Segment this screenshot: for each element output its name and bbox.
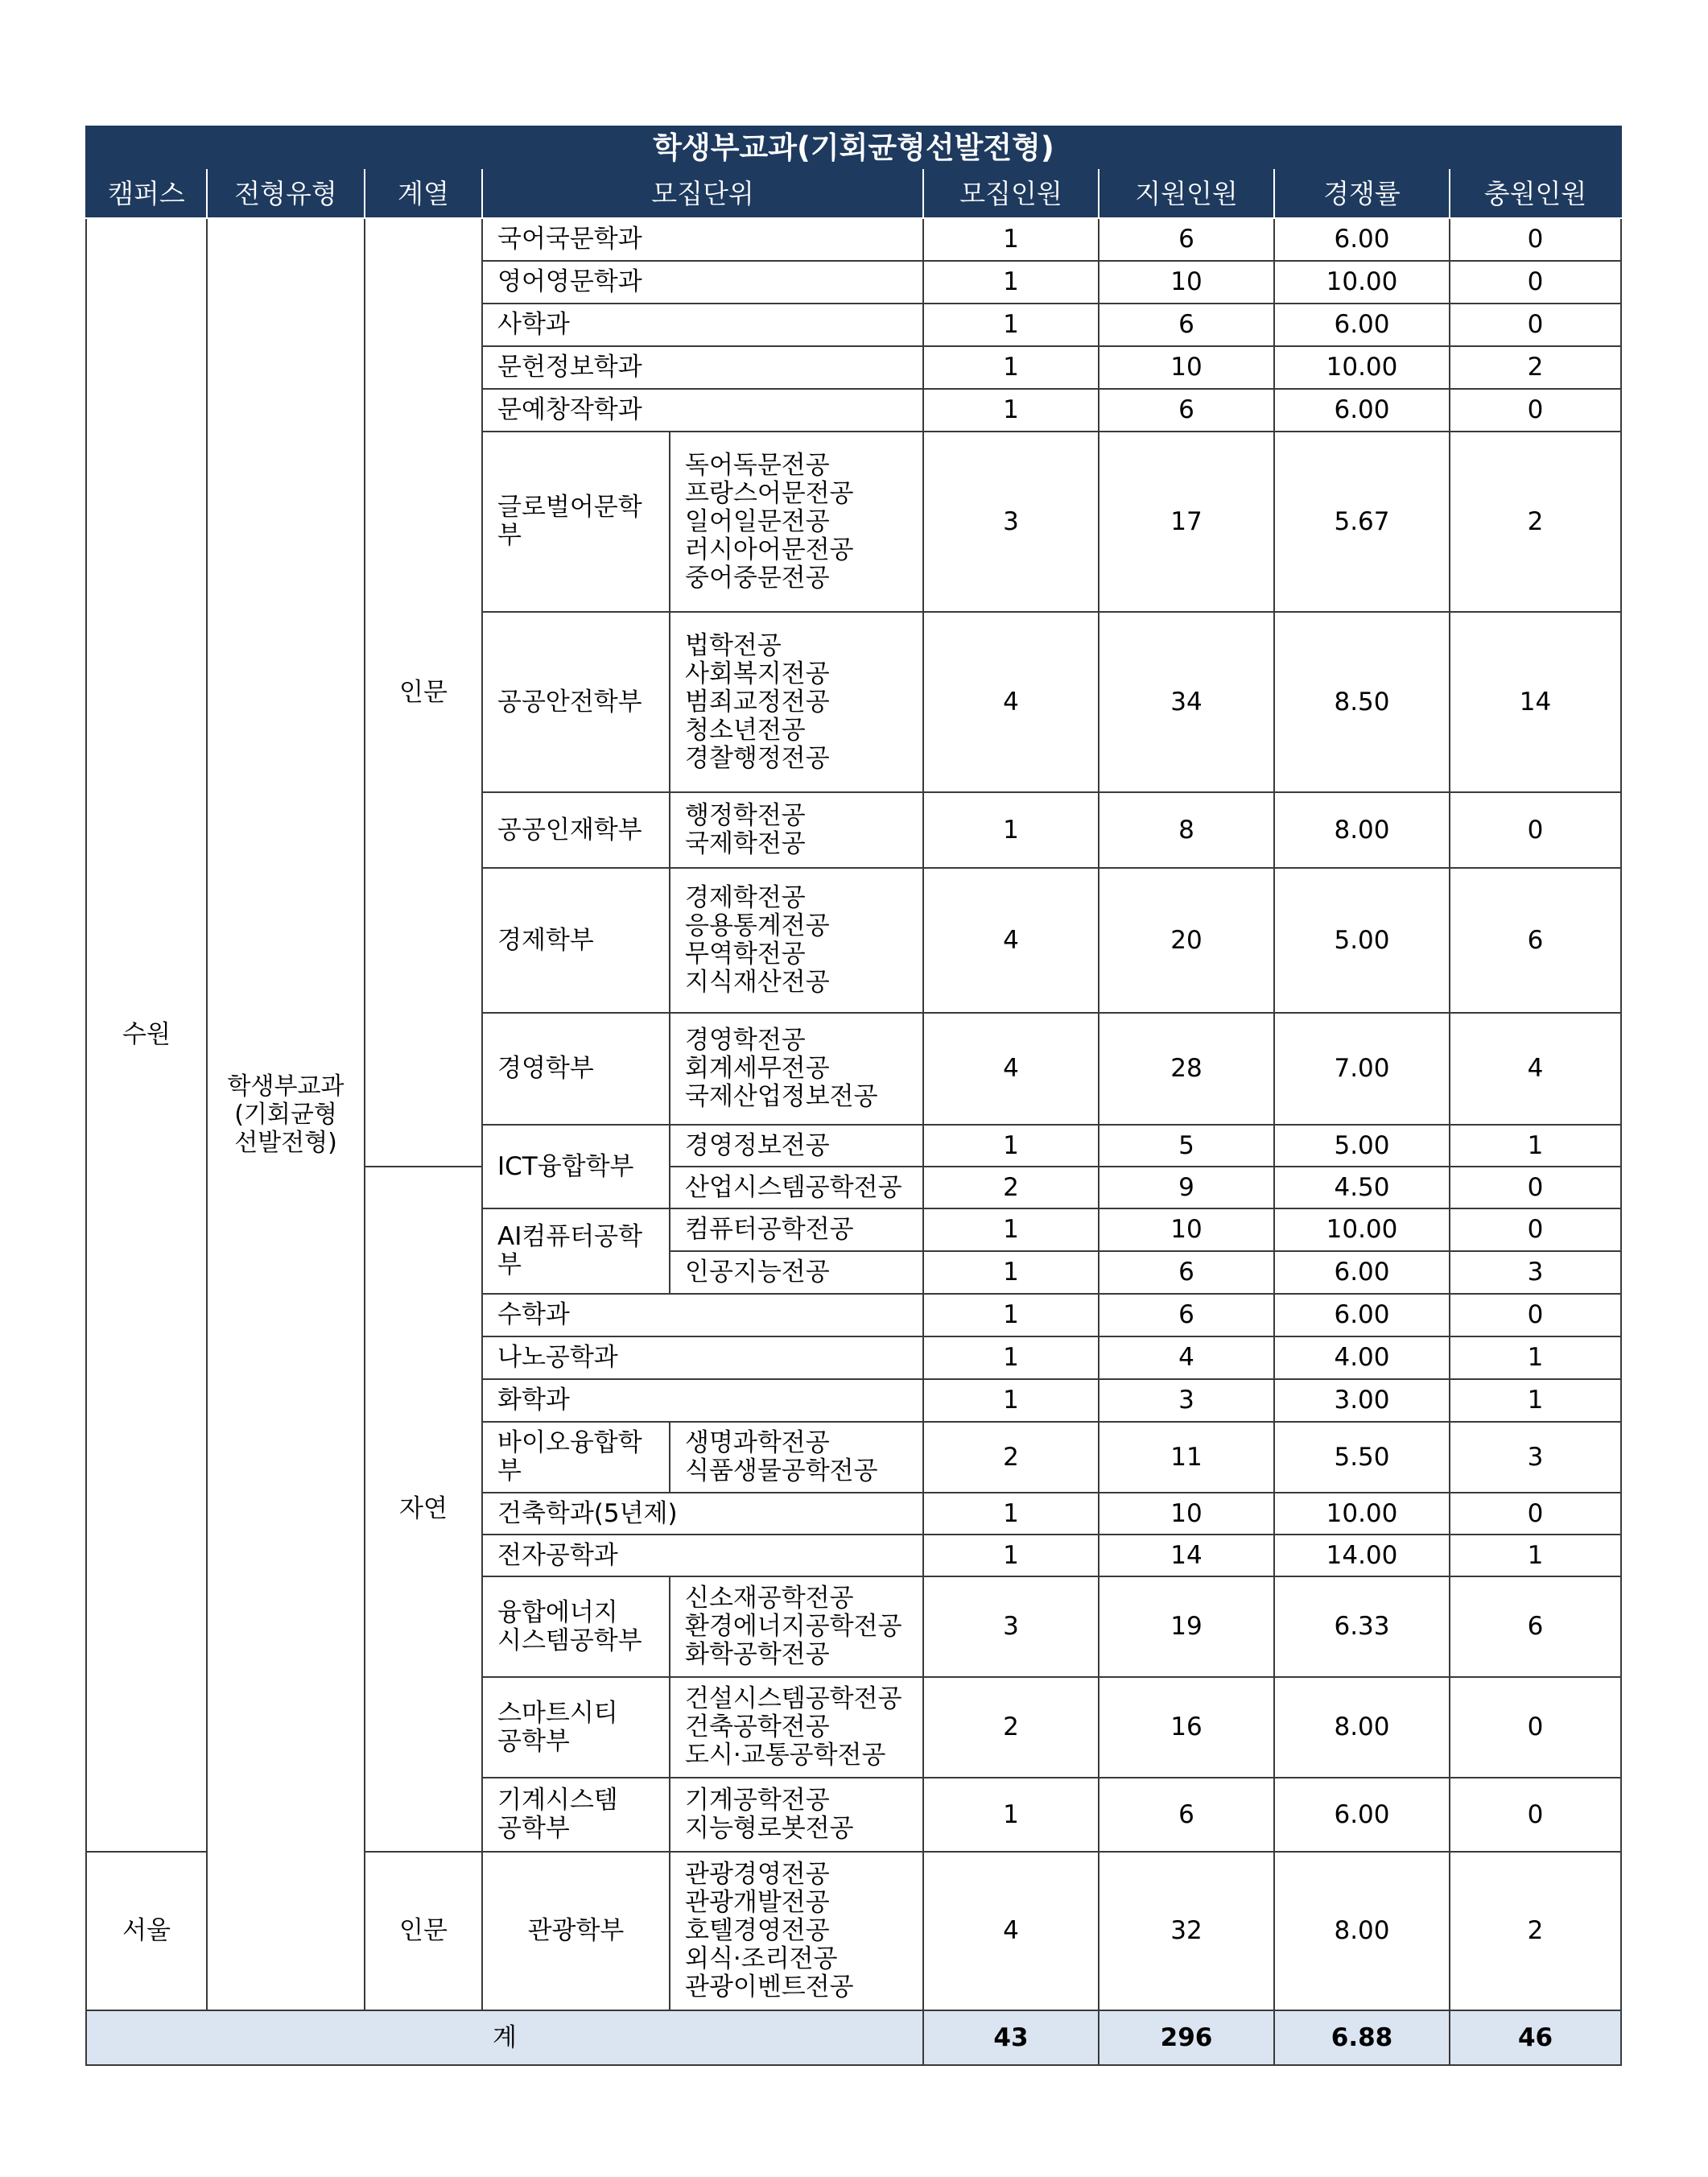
campus-cell: 수원 — [86, 218, 207, 1852]
unit-cell: 건축학과(5년제) — [482, 1493, 923, 1535]
recruit-cell: 1 — [923, 346, 1099, 389]
rate-cell: 7.00 — [1274, 1013, 1450, 1125]
header-campus: 캠퍼스 — [86, 168, 207, 218]
campus-cell: 서울 — [86, 1852, 207, 2010]
recruit-cell: 4 — [923, 868, 1099, 1013]
major-cell: 신소재공학전공 환경에너지공학전공 화학공학전공 — [670, 1576, 923, 1677]
total-label: 계 — [86, 2010, 923, 2065]
rate-cell: 10.00 — [1274, 261, 1450, 304]
major-cell: 행정학전공 국제학전공 — [670, 792, 923, 868]
applicants-cell: 6 — [1099, 389, 1274, 432]
recruit-cell: 1 — [923, 792, 1099, 868]
rate-cell: 5.67 — [1274, 432, 1450, 612]
unit-cell: 전자공학과 — [482, 1535, 923, 1576]
additional-cell: 14 — [1450, 612, 1621, 792]
recruit-cell: 1 — [923, 1294, 1099, 1336]
recruit-cell: 1 — [923, 304, 1099, 346]
unit-cell: 바이오융합학부 — [482, 1422, 670, 1493]
unit-cell: 공공인재학부 — [482, 792, 670, 868]
applicants-cell: 3 — [1099, 1379, 1274, 1422]
recruit-cell: 2 — [923, 1422, 1099, 1493]
unit-cell: 문헌정보학과 — [482, 346, 923, 389]
unit-cell: 국어국문학과 — [482, 218, 923, 261]
additional-cell: 0 — [1450, 1208, 1621, 1251]
unit-cell: 화학과 — [482, 1379, 923, 1422]
unit-cell: 나노공학과 — [482, 1336, 923, 1379]
recruit-cell: 1 — [923, 1379, 1099, 1422]
additional-cell: 0 — [1450, 1167, 1621, 1208]
additional-cell: 0 — [1450, 1778, 1621, 1852]
recruit-cell: 1 — [923, 1251, 1099, 1294]
major-cell: 기계공학전공 지능형로봇전공 — [670, 1778, 923, 1852]
additional-cell: 6 — [1450, 1576, 1621, 1677]
rate-cell: 10.00 — [1274, 346, 1450, 389]
applicants-cell: 17 — [1099, 432, 1274, 612]
rate-cell: 4.50 — [1274, 1167, 1450, 1208]
major-cell: 컴퓨터공학전공 — [670, 1208, 923, 1251]
table-title: 학생부교과(기회균형선발전형) — [86, 126, 1621, 168]
table-row — [86, 218, 1621, 261]
unit-cell: 기계시스템 공학부 — [482, 1778, 670, 1852]
recruit-cell: 4 — [923, 1013, 1099, 1125]
applicants-cell: 6 — [1099, 1294, 1274, 1336]
header-unit: 모집단위 — [482, 168, 923, 218]
rate-cell: 6.00 — [1274, 218, 1450, 261]
unit-cell: 융합에너지 시스템공학부 — [482, 1576, 670, 1677]
applicants-cell: 10 — [1099, 261, 1274, 304]
applicants-cell: 14 — [1099, 1535, 1274, 1576]
applicants-cell: 5 — [1099, 1125, 1274, 1167]
recruit-cell: 2 — [923, 1167, 1099, 1208]
rate-cell: 8.00 — [1274, 1852, 1450, 2010]
applicants-cell: 6 — [1099, 304, 1274, 346]
rate-cell: 6.00 — [1274, 304, 1450, 346]
unit-cell: 글로벌어문학부 — [482, 432, 670, 612]
recruit-cell: 1 — [923, 261, 1099, 304]
unit-cell: 공공안전학부 — [482, 612, 670, 792]
applicants-cell: 6 — [1099, 1778, 1274, 1852]
applicants-cell: 11 — [1099, 1422, 1274, 1493]
additional-cell: 0 — [1450, 389, 1621, 432]
recruit-cell: 1 — [923, 1778, 1099, 1852]
additional-cell: 4 — [1450, 1013, 1621, 1125]
total-applicants: 296 — [1099, 2010, 1274, 2065]
header-admission-type: 전형유형 — [207, 168, 365, 218]
additional-cell: 2 — [1450, 1852, 1621, 2010]
additional-cell: 1 — [1450, 1125, 1621, 1167]
additional-cell: 3 — [1450, 1251, 1621, 1294]
major-cell: 관광경영전공 관광개발전공 호텔경영전공 외식·조리전공 관광이벤트전공 — [670, 1852, 923, 2010]
additional-cell: 1 — [1450, 1379, 1621, 1422]
recruit-cell: 1 — [923, 1535, 1099, 1576]
rate-cell: 14.00 — [1274, 1535, 1450, 1576]
applicants-cell: 28 — [1099, 1013, 1274, 1125]
major-cell: 인공지능전공 — [670, 1251, 923, 1294]
applicants-cell: 4 — [1099, 1336, 1274, 1379]
header-additional: 충원인원 — [1450, 168, 1621, 218]
header-row — [86, 168, 1621, 218]
additional-cell: 6 — [1450, 868, 1621, 1013]
major-cell: 경영정보전공 — [670, 1125, 923, 1167]
rate-cell: 6.00 — [1274, 1251, 1450, 1294]
rate-cell: 4.00 — [1274, 1336, 1450, 1379]
header-applicants: 지원인원 — [1099, 168, 1274, 218]
additional-cell: 0 — [1450, 1493, 1621, 1535]
additional-cell: 0 — [1450, 304, 1621, 346]
rate-cell: 5.00 — [1274, 1125, 1450, 1167]
applicants-cell: 10 — [1099, 1208, 1274, 1251]
unit-cell: ICT융합학부 — [482, 1125, 670, 1208]
additional-cell: 0 — [1450, 218, 1621, 261]
recruit-cell: 1 — [923, 1208, 1099, 1251]
admission-type-cell: 학생부교과 (기회균형 선발전형) — [207, 218, 365, 2010]
applicants-cell: 10 — [1099, 1493, 1274, 1535]
unit-cell: 문예창작학과 — [482, 389, 923, 432]
rate-cell: 5.50 — [1274, 1422, 1450, 1493]
recruit-cell: 1 — [923, 218, 1099, 261]
applicants-cell: 16 — [1099, 1677, 1274, 1778]
additional-cell: 1 — [1450, 1336, 1621, 1379]
applicants-cell: 8 — [1099, 792, 1274, 868]
recruit-cell: 1 — [923, 1125, 1099, 1167]
table-title-row — [86, 126, 1621, 168]
rate-cell: 6.33 — [1274, 1576, 1450, 1677]
recruit-cell: 3 — [923, 432, 1099, 612]
major-cell: 경제학전공 응용통계전공 무역학전공 지식재산전공 — [670, 868, 923, 1013]
additional-cell: 0 — [1450, 261, 1621, 304]
unit-cell: AI컴퓨터공학부 — [482, 1208, 670, 1294]
field-cell: 인문 — [365, 218, 482, 1167]
applicants-cell: 34 — [1099, 612, 1274, 792]
rate-cell: 8.50 — [1274, 612, 1450, 792]
field-cell: 인문 — [365, 1852, 482, 2010]
header-rate: 경쟁률 — [1274, 168, 1450, 218]
applicants-cell: 6 — [1099, 1251, 1274, 1294]
major-cell: 법학전공 사회복지전공 범죄교정전공 청소년전공 경찰행정전공 — [670, 612, 923, 792]
applicants-cell: 32 — [1099, 1852, 1274, 2010]
header-recruit: 모집인원 — [923, 168, 1099, 218]
additional-cell: 2 — [1450, 432, 1621, 612]
major-cell: 경영학전공 회계세무전공 국제산업정보전공 — [670, 1013, 923, 1125]
additional-cell: 1 — [1450, 1535, 1621, 1576]
rate-cell: 10.00 — [1274, 1208, 1450, 1251]
additional-cell: 2 — [1450, 346, 1621, 389]
additional-cell: 3 — [1450, 1422, 1621, 1493]
admission-results-table — [85, 126, 1622, 2066]
rate-cell: 6.00 — [1274, 1294, 1450, 1336]
total-additional: 46 — [1450, 2010, 1621, 2065]
additional-cell: 0 — [1450, 1294, 1621, 1336]
recruit-cell: 4 — [923, 612, 1099, 792]
rate-cell: 6.00 — [1274, 389, 1450, 432]
unit-cell: 스마트시티 공학부 — [482, 1677, 670, 1778]
unit-cell: 경영학부 — [482, 1013, 670, 1125]
major-cell: 산업시스템공학전공 — [670, 1167, 923, 1208]
rate-cell: 10.00 — [1274, 1493, 1450, 1535]
applicants-cell: 9 — [1099, 1167, 1274, 1208]
recruit-cell: 1 — [923, 1336, 1099, 1379]
unit-cell: 경제학부 — [482, 868, 670, 1013]
major-cell: 생명과학전공 식품생물공학전공 — [670, 1422, 923, 1493]
rate-cell: 6.00 — [1274, 1778, 1450, 1852]
additional-cell: 0 — [1450, 792, 1621, 868]
unit-cell: 관광학부 — [482, 1852, 670, 2010]
total-rate: 6.88 — [1274, 2010, 1450, 2065]
unit-cell: 수학과 — [482, 1294, 923, 1336]
recruit-cell: 1 — [923, 1493, 1099, 1535]
recruit-cell: 4 — [923, 1852, 1099, 2010]
recruit-cell: 3 — [923, 1576, 1099, 1677]
rate-cell: 3.00 — [1274, 1379, 1450, 1422]
total-row — [86, 2010, 1621, 2065]
applicants-cell: 6 — [1099, 218, 1274, 261]
recruit-cell: 2 — [923, 1677, 1099, 1778]
field-cell: 자연 — [365, 1167, 482, 1852]
additional-cell: 0 — [1450, 1677, 1621, 1778]
rate-cell: 5.00 — [1274, 868, 1450, 1013]
total-recruit: 43 — [923, 2010, 1099, 2065]
recruit-cell: 1 — [923, 389, 1099, 432]
unit-cell: 영어영문학과 — [482, 261, 923, 304]
major-cell: 독어독문전공 프랑스어문전공 일어일문전공 러시아어문전공 중어중문전공 — [670, 432, 923, 612]
applicants-cell: 10 — [1099, 346, 1274, 389]
unit-cell: 사학과 — [482, 304, 923, 346]
applicants-cell: 19 — [1099, 1576, 1274, 1677]
applicants-cell: 20 — [1099, 868, 1274, 1013]
rate-cell: 8.00 — [1274, 792, 1450, 868]
major-cell: 건설시스템공학전공 건축공학전공 도시·교통공학전공 — [670, 1677, 923, 1778]
header-field: 계열 — [365, 168, 482, 218]
rate-cell: 8.00 — [1274, 1677, 1450, 1778]
